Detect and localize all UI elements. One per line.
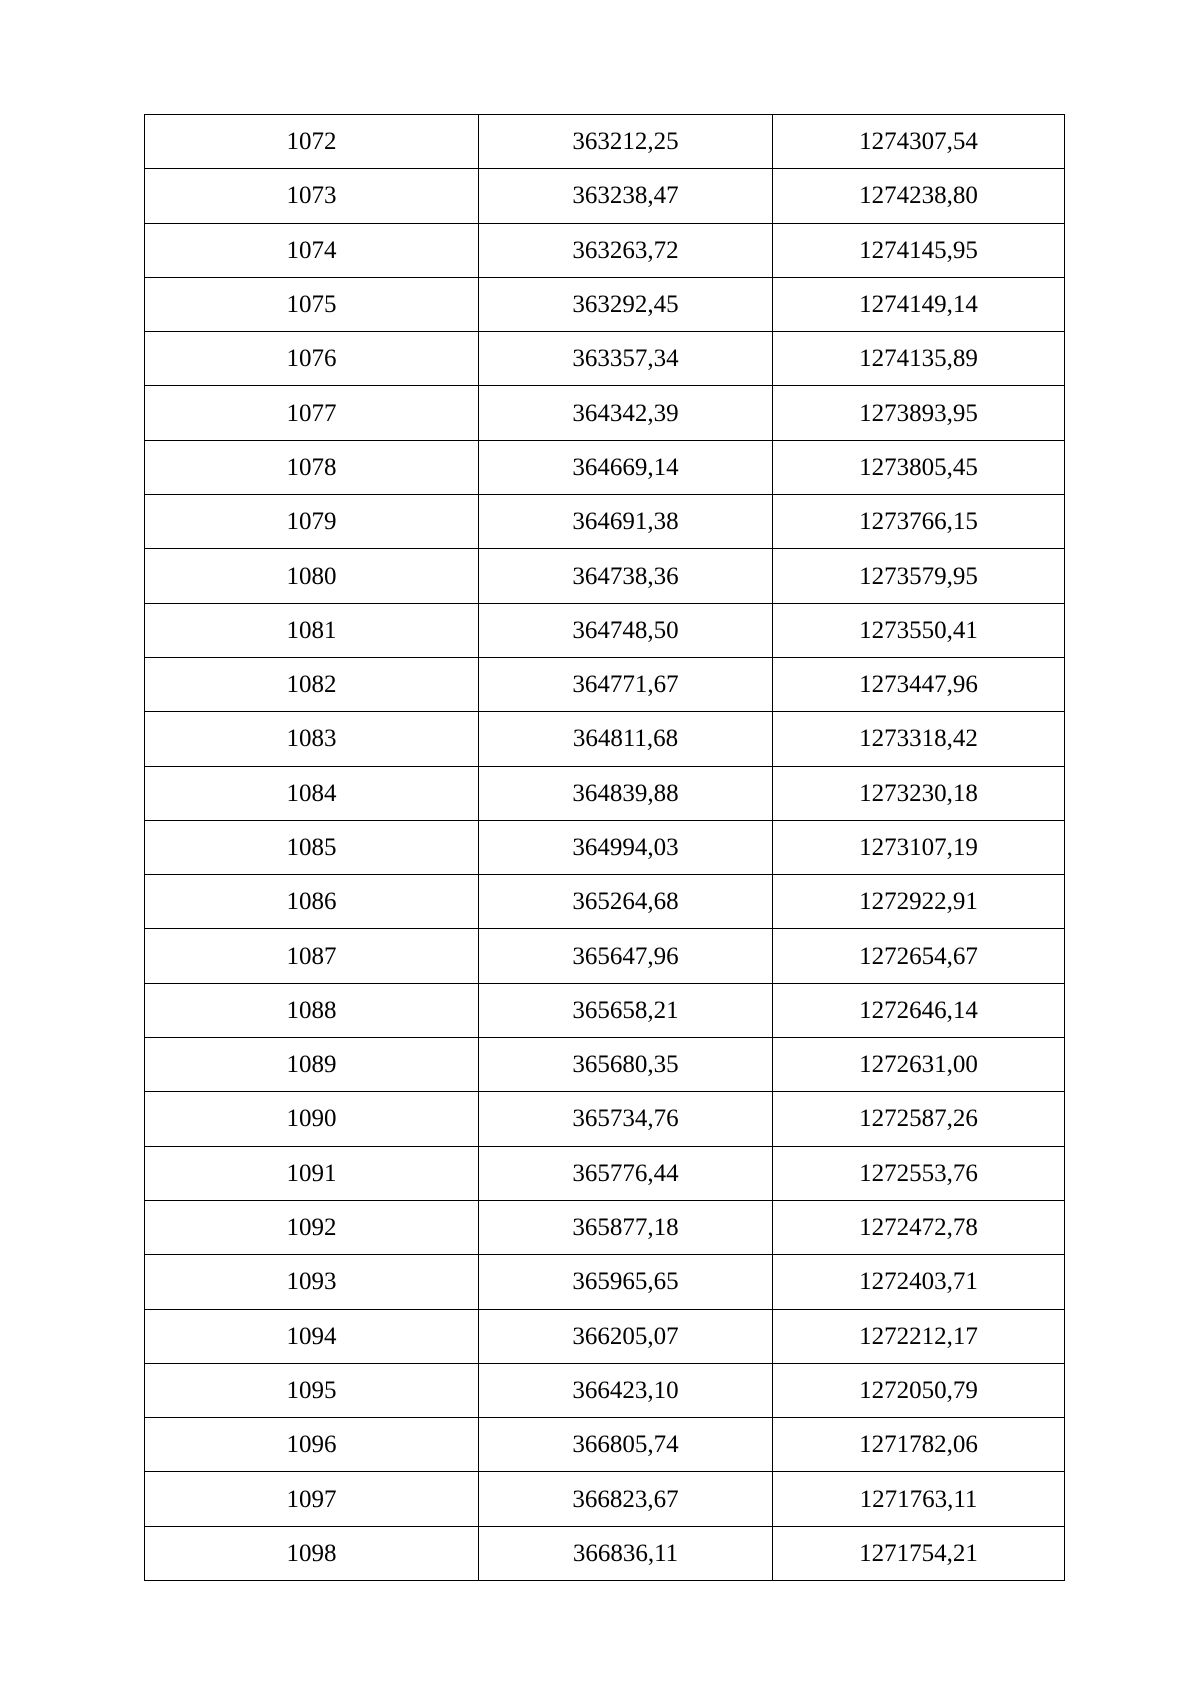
- y-coordinate-cell: 1272050,79: [773, 1363, 1065, 1417]
- y-coordinate-cell: 1271782,06: [773, 1418, 1065, 1472]
- y-coordinate-cell: 1272646,14: [773, 983, 1065, 1037]
- x-coordinate-cell: 365965,65: [479, 1255, 773, 1309]
- x-coordinate-cell: 363238,47: [479, 169, 773, 223]
- y-coordinate-cell: 1272472,78: [773, 1200, 1065, 1254]
- table-row: [145, 657, 1065, 711]
- coordinates-table-body: [145, 115, 1065, 1581]
- x-coordinate-cell: 363357,34: [479, 332, 773, 386]
- table-row: [145, 1092, 1065, 1146]
- x-coordinate-cell: 366423,10: [479, 1363, 773, 1417]
- x-coordinate-cell: 365734,76: [479, 1092, 773, 1146]
- y-coordinate-cell: 1273893,95: [773, 386, 1065, 440]
- y-coordinate-cell: 1274238,80: [773, 169, 1065, 223]
- x-coordinate-cell: 364669,14: [479, 440, 773, 494]
- point-number-cell: 1093: [145, 1255, 479, 1309]
- x-coordinate-cell: 364839,88: [479, 766, 773, 820]
- point-number-cell: 1080: [145, 549, 479, 603]
- point-number-cell: 1094: [145, 1309, 479, 1363]
- table-row: [145, 712, 1065, 766]
- point-number-cell: 1085: [145, 820, 479, 874]
- table-row: [145, 115, 1065, 169]
- point-number-cell: 1090: [145, 1092, 479, 1146]
- x-coordinate-cell: 365658,21: [479, 983, 773, 1037]
- x-coordinate-cell: 363292,45: [479, 277, 773, 331]
- table-row: [145, 1418, 1065, 1472]
- point-number-cell: 1077: [145, 386, 479, 440]
- point-number-cell: 1087: [145, 929, 479, 983]
- y-coordinate-cell: 1273230,18: [773, 766, 1065, 820]
- table-row: [145, 766, 1065, 820]
- x-coordinate-cell: 364771,67: [479, 657, 773, 711]
- point-number-cell: 1083: [145, 712, 479, 766]
- coordinates-table: [144, 114, 1065, 1581]
- table-row: [145, 1526, 1065, 1580]
- y-coordinate-cell: 1272553,76: [773, 1146, 1065, 1200]
- point-number-cell: 1098: [145, 1526, 479, 1580]
- x-coordinate-cell: 365647,96: [479, 929, 773, 983]
- point-number-cell: 1074: [145, 223, 479, 277]
- x-coordinate-cell: 365776,44: [479, 1146, 773, 1200]
- y-coordinate-cell: 1272212,17: [773, 1309, 1065, 1363]
- x-coordinate-cell: 366823,67: [479, 1472, 773, 1526]
- table-row: [145, 223, 1065, 277]
- point-number-cell: 1086: [145, 875, 479, 929]
- x-coordinate-cell: 364738,36: [479, 549, 773, 603]
- point-number-cell: 1076: [145, 332, 479, 386]
- y-coordinate-cell: 1271763,11: [773, 1472, 1065, 1526]
- point-number-cell: 1095: [145, 1363, 479, 1417]
- point-number-cell: 1092: [145, 1200, 479, 1254]
- table-row: [145, 495, 1065, 549]
- point-number-cell: 1088: [145, 983, 479, 1037]
- x-coordinate-cell: 366805,74: [479, 1418, 773, 1472]
- y-coordinate-cell: 1273805,45: [773, 440, 1065, 494]
- table-row: [145, 1146, 1065, 1200]
- point-number-cell: 1096: [145, 1418, 479, 1472]
- table-row: [145, 277, 1065, 331]
- y-coordinate-cell: 1273550,41: [773, 603, 1065, 657]
- y-coordinate-cell: 1271754,21: [773, 1526, 1065, 1580]
- x-coordinate-cell: 366205,07: [479, 1309, 773, 1363]
- table-row: [145, 1200, 1065, 1254]
- x-coordinate-cell: 364748,50: [479, 603, 773, 657]
- y-coordinate-cell: 1272403,71: [773, 1255, 1065, 1309]
- table-row: [145, 929, 1065, 983]
- table-row: [145, 603, 1065, 657]
- x-coordinate-cell: 364691,38: [479, 495, 773, 549]
- y-coordinate-cell: 1272631,00: [773, 1038, 1065, 1092]
- table-row: [145, 169, 1065, 223]
- point-number-cell: 1078: [145, 440, 479, 494]
- table-row: [145, 440, 1065, 494]
- x-coordinate-cell: 364994,03: [479, 820, 773, 874]
- y-coordinate-cell: 1274145,95: [773, 223, 1065, 277]
- x-coordinate-cell: 364342,39: [479, 386, 773, 440]
- y-coordinate-cell: 1274149,14: [773, 277, 1065, 331]
- table-row: [145, 1363, 1065, 1417]
- x-coordinate-cell: 363263,72: [479, 223, 773, 277]
- table-row: [145, 983, 1065, 1037]
- y-coordinate-cell: 1274135,89: [773, 332, 1065, 386]
- point-number-cell: 1082: [145, 657, 479, 711]
- table-row: [145, 1038, 1065, 1092]
- y-coordinate-cell: 1273318,42: [773, 712, 1065, 766]
- y-coordinate-cell: 1272922,91: [773, 875, 1065, 929]
- point-number-cell: 1079: [145, 495, 479, 549]
- y-coordinate-cell: 1273107,19: [773, 820, 1065, 874]
- point-number-cell: 1089: [145, 1038, 479, 1092]
- y-coordinate-cell: 1273579,95: [773, 549, 1065, 603]
- point-number-cell: 1075: [145, 277, 479, 331]
- x-coordinate-cell: 365680,35: [479, 1038, 773, 1092]
- x-coordinate-cell: 366836,11: [479, 1526, 773, 1580]
- x-coordinate-cell: 364811,68: [479, 712, 773, 766]
- point-number-cell: 1072: [145, 115, 479, 169]
- y-coordinate-cell: 1273766,15: [773, 495, 1065, 549]
- point-number-cell: 1084: [145, 766, 479, 820]
- point-number-cell: 1097: [145, 1472, 479, 1526]
- x-coordinate-cell: 365877,18: [479, 1200, 773, 1254]
- table-row: [145, 875, 1065, 929]
- table-row: [145, 1309, 1065, 1363]
- point-number-cell: 1073: [145, 169, 479, 223]
- x-coordinate-cell: 365264,68: [479, 875, 773, 929]
- y-coordinate-cell: 1273447,96: [773, 657, 1065, 711]
- table-row: [145, 1255, 1065, 1309]
- table-row: [145, 386, 1065, 440]
- table-row: [145, 549, 1065, 603]
- table-row: [145, 820, 1065, 874]
- point-number-cell: 1081: [145, 603, 479, 657]
- table-row: [145, 1472, 1065, 1526]
- point-number-cell: 1091: [145, 1146, 479, 1200]
- y-coordinate-cell: 1272587,26: [773, 1092, 1065, 1146]
- x-coordinate-cell: 363212,25: [479, 115, 773, 169]
- y-coordinate-cell: 1274307,54: [773, 115, 1065, 169]
- table-row: [145, 332, 1065, 386]
- y-coordinate-cell: 1272654,67: [773, 929, 1065, 983]
